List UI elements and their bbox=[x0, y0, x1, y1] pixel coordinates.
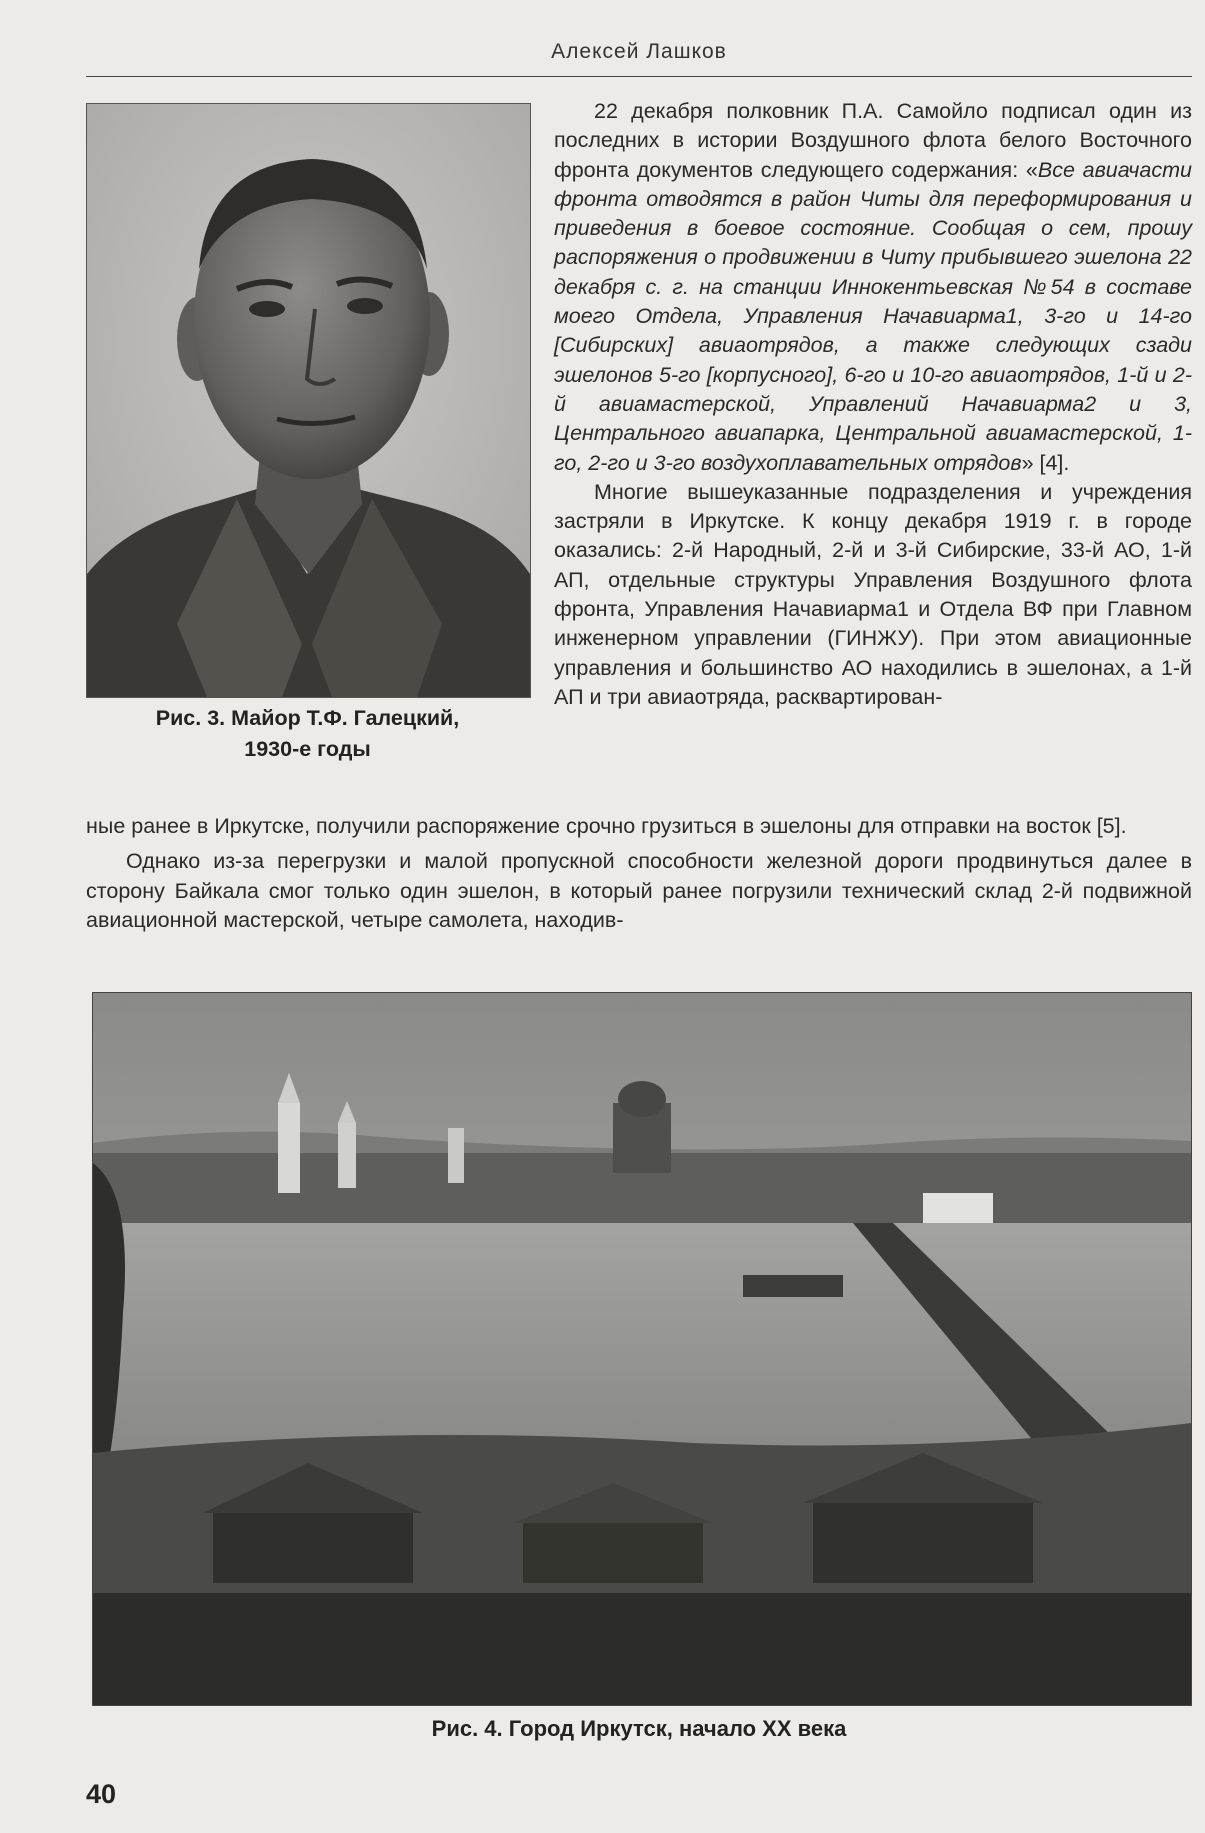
paragraph-1-start: 22 декабря полковник П.А. Самойло подписал один из последних в истории Воздушного флота белого Восточного фронта документов следующего содержания: « bbox=[554, 99, 1192, 182]
paragraph-3: Однако из-за перегрузки и малой пропускной способности железной дороги продвинуться далее в сторону Байкала смог только один эшелон, в который ранее погрузили технический склад 2-й подвижной авиационной мастерской, четыре самолета, находив- bbox=[86, 849, 1192, 932]
paragraph-2: Многие вышеуказанные подразделения и учреждения застряли в Иркутске. К концу декабря 1919 г. в городе оказались: 2-й Народный, 2-й и 3-й Сибирские, 33-й АО, 1-й АП, отдельные структуры Управления Воздушного флота фронта, Управления Начавиарма1 и Отдела ВФ при Главном инженерном управлении (ГИНЖУ). При этом авиационные управления и большинство АО находились в эшелонах, а 1-й АП и три авиаотряда, расквартирован- bbox=[554, 479, 1192, 709]
paragraph-1-end: » [4]. bbox=[1021, 450, 1070, 475]
paragraph-2-end: ные ранее в Иркутске, получили распоряжение срочно грузиться в эшелоны для отправки на восток [5]. bbox=[86, 814, 1127, 838]
portrait-photo bbox=[86, 103, 531, 698]
paragraph-1-quote: Все авиачасти фронта отводятся в район Читы для переформирования и приведения в боевое состояние. Сообщая о сем, прошу распоряжения о продвижении в Читу прибывшего эшелона 22 декабря с. г. на станции Иннокентьевская №54 в составе моего Отдела, Управления Начавиарма1, 3-го и 14-го [Сибирских] авиаотрядов, а также следующих сзади эшелонов 5-го [корпусного], 6-го и 10-го авиаотрядов, 1-й и 2-й авиамастерской, Управлений Начавиарма2 и 3, Центрального авиапарка, Центральной авиамастерской, 1-го, 2-го и 3-го воздухоплавательных отрядов bbox=[554, 157, 1192, 475]
paragraph-1 bbox=[554, 97, 1192, 478]
page-number: 40 bbox=[86, 1779, 117, 1809]
running-header: Алексей Лашков bbox=[551, 40, 727, 63]
city-caption: Рис. 4. Город Иркутск, начало XX века bbox=[431, 1716, 847, 1741]
portrait-caption bbox=[86, 703, 529, 765]
portrait-caption-line1: Рис. 3. Майор Т.Ф. Галецкий, bbox=[155, 706, 460, 730]
paragraph-2-continuation bbox=[86, 812, 1192, 935]
portrait-caption-line2: 1930-е годы bbox=[244, 737, 371, 761]
irkutsk-panorama-photo bbox=[92, 992, 1192, 1706]
header-rule bbox=[86, 76, 1192, 77]
right-column-text bbox=[554, 97, 1192, 712]
